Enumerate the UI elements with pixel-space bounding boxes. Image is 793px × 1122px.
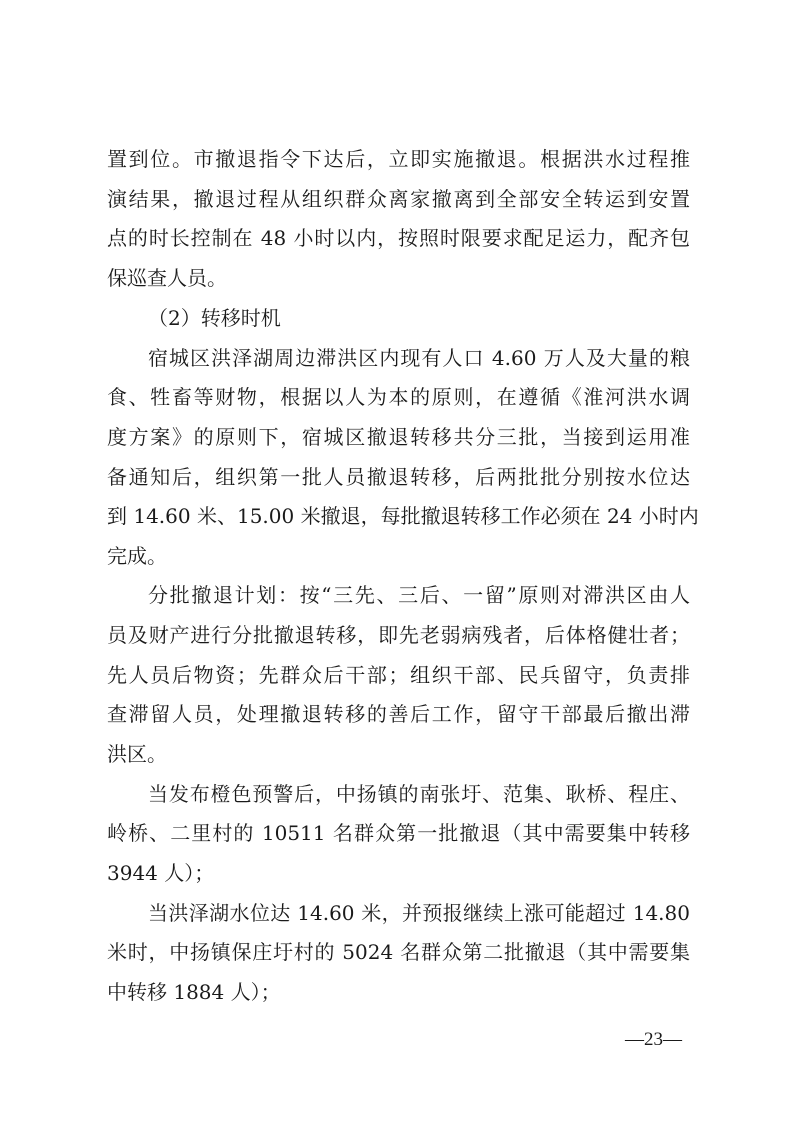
text-line: 备通知后，组织第一批人员撤退转移，后两批批分别按水位达 [107,465,690,489]
text-line: 保巡查人员。 [107,266,227,290]
text-line: 宿城区洪泽湖周边滞洪区内现有人口 4.60 万人及大量的粮 [148,346,690,370]
text-line: 点的时长控制在 48 小时以内，按照时限要求配足运力，配齐包 [107,226,690,250]
text-line: 分批撤退计划：按“三先、三后、一留”原则对滞洪区由人 [148,583,690,607]
text-line: 当发布橙色预警后，中扬镇的南张圩、范集、耿桥、程庄、 [148,782,690,806]
text-line: 置到位。市撤退指令下达后，立即实施撤退。根据洪水过程推 [107,147,690,171]
text-line: 先人员后物资；先群众后干部；组织干部、民兵留守，负责排 [107,663,690,687]
text-line: 员及财产进行分批撤退转移，即先老弱病残者，后体格健壮者； [107,623,690,647]
text-line: 3944 人）； [107,861,215,885]
text-line: 查滞留人员，处理撤退转移的善后工作，留守干部最后撤出滞 [107,702,690,726]
text-line: 食、牲畜等财物，根据以人为本的原则，在遵循《淮河洪水调 [107,385,690,409]
text-line: 中转移 1884 人）； [107,980,281,1004]
text-line: 岭桥、二里村的 10511 名群众第一批撤退（其中需要集中转移 [107,821,690,845]
text-line: 当洪泽湖水位达 14.60 米，并预报继续上涨可能超过 14.80 [148,901,690,925]
text-line: 度方案》的原则下，宿城区撤退转移共分三批，当接到运用准 [107,425,690,449]
text-line: 洪区。 [107,742,167,766]
page-number: —23— [625,1029,682,1050]
text-line: 到 14.60 米、15.00 米撤退，每批撤退转移工作必须在 24 小时内 [107,504,699,528]
text-line: 米时，中扬镇保庄圩村的 5024 名群众第二批撤退（其中需要集 [107,940,690,964]
text-line: 演结果，撤退过程从组织群众离家撤离到全部安全转运到安置 [107,187,690,211]
text-line: 完成。 [107,544,167,568]
section-heading: （2）转移时机 [148,306,281,330]
